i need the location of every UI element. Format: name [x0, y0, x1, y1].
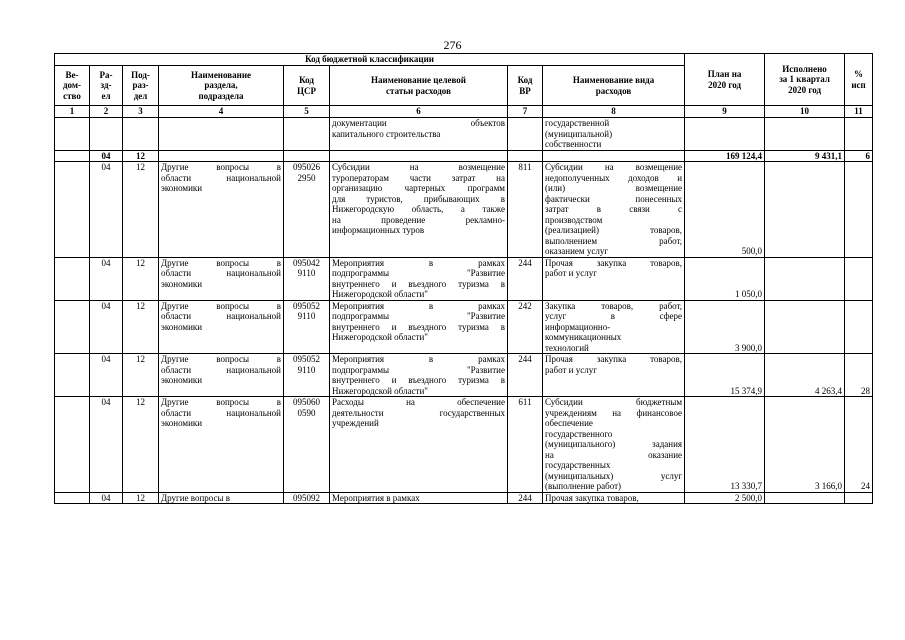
- target-name-cell: [330, 300, 508, 354]
- section-name-cell-line: области национальной: [161, 268, 281, 278]
- vr-name-cell-line: Субсидии на возмещение: [545, 162, 683, 172]
- podrazdel-cell: 12: [123, 257, 159, 300]
- target-name-header: Наименование целевой статьи расходов: [330, 66, 508, 106]
- target-name-cell-line: деятельности государственных: [332, 407, 505, 418]
- csr-cell-line: 2950: [297, 172, 316, 183]
- vedomstvo-cell: [55, 257, 90, 300]
- target-name-cell: [330, 397, 508, 493]
- razdel-cell: 04: [90, 354, 123, 397]
- section-name-cell-line: Другие вопросы в: [161, 492, 231, 503]
- vr-name-cell-line: (реализацией) товаров,: [545, 225, 683, 235]
- target-name-cell-line: для туристов, прибывающих в: [332, 193, 505, 204]
- vr-name-cell-line: Закупка товаров, работ,: [545, 300, 683, 311]
- podrazdel-cell: 12: [123, 397, 159, 493]
- csr-cell-line: 9110: [297, 311, 316, 321]
- vedomstvo-cell: [55, 354, 90, 397]
- column-numbers-row: [55, 106, 873, 118]
- vr-name-cell-line: (муниципального) задания: [545, 439, 683, 449]
- section-name-cell-line: Другие вопросы в: [161, 300, 281, 311]
- vr-name-cell-line: государственного: [545, 428, 613, 439]
- done-cell: [765, 162, 845, 258]
- table-row: [55, 492, 873, 504]
- csr-header: Код ЦСР: [284, 66, 330, 106]
- section-name-cell-line: экономики: [161, 278, 203, 289]
- section-name-header: Наименование раздела, подраздела: [159, 66, 284, 106]
- col-number: 10: [765, 106, 845, 118]
- target-name-cell-line: Расходы на обеспечение: [332, 397, 505, 407]
- vr-name-cell: государственной (муниципальной) собственности: [543, 118, 685, 151]
- plan-cell: 13 330,7: [685, 397, 765, 493]
- vr-name-cell-line: работ и услуг: [545, 364, 597, 375]
- page-number: 276: [443, 38, 462, 52]
- plan-cell: 2 500,0: [685, 492, 765, 504]
- percent-cell: 6: [845, 150, 873, 162]
- section-name-cell: [159, 300, 284, 354]
- podrazdel-cell: 12: [123, 162, 159, 258]
- podrazdel-cell: 12: [123, 354, 159, 397]
- target-name-cell-line: подпрограммы "Развитие: [332, 268, 505, 278]
- vr-name-cell-line: Прочая закупка товаров,: [545, 257, 683, 268]
- percent-cell: 24: [845, 397, 873, 493]
- target-name-cell-line: учреждений: [332, 418, 379, 428]
- csr-cell: [284, 397, 330, 493]
- plan-cell: 169 124,4: [685, 150, 765, 162]
- section-name-cell-line: экономики: [161, 183, 203, 193]
- csr-cell-line: 0590: [297, 407, 316, 418]
- vedomstvo-cell: [55, 300, 90, 354]
- vr-name-cell-line: недополученных доходов и: [545, 172, 683, 183]
- target-name-cell-line: организацию чартерных программ: [332, 183, 505, 193]
- vr-name-cell-line: работ и услуг: [545, 268, 597, 278]
- csr-cell-line: 095052: [293, 354, 320, 364]
- section-name-cell-line: области национальной: [161, 172, 281, 183]
- target-name-cell: [330, 492, 508, 504]
- csr-cell: [284, 354, 330, 397]
- vedomstvo-cell: [55, 397, 90, 493]
- section-name-cell-line: области национальной: [161, 407, 281, 418]
- vedomstvo-cell: [55, 492, 90, 504]
- target-name-cell-line: Мероприятия в рамках: [332, 257, 505, 268]
- vr-name-cell-line: Прочая закупка товаров,: [545, 492, 639, 503]
- csr-cell-line: 095042: [293, 257, 320, 268]
- target-name-cell-line: внутреннего и въездного туризма в: [332, 278, 505, 289]
- percent-cell: 28: [845, 354, 873, 397]
- vr-name-cell-line: информационно-: [545, 321, 611, 332]
- target-name-cell-line: внутреннего и въездного туризма в: [332, 321, 505, 332]
- vr-name-cell-line: учреждениям на финансовое: [545, 407, 683, 418]
- percent-cell: [845, 300, 873, 354]
- percent-header: % исп: [845, 54, 873, 106]
- subtotal-row: [55, 150, 873, 162]
- target-name-cell: документации объектов капитального строительства: [330, 118, 508, 151]
- vr-name-cell-line: фактически понесенных: [545, 193, 683, 204]
- done-cell: [765, 492, 845, 504]
- vr-name-cell-line: коммуникационных: [545, 332, 622, 342]
- target-name-cell-line: подпрограммы "Развитие: [332, 364, 505, 375]
- done-cell: [765, 257, 845, 300]
- vr-name-cell: [543, 300, 685, 354]
- col-number: 7: [508, 106, 543, 118]
- done-header: Исполнено за 1 квартал 2020 год: [765, 54, 845, 106]
- vr-name-cell-line: (выполнение работ): [545, 481, 622, 491]
- target-name-cell-line: туроператорам части затрат на: [332, 172, 505, 183]
- table-row: [55, 354, 873, 397]
- csr-cell: [284, 492, 330, 504]
- target-name-cell: [330, 257, 508, 300]
- csr-cell: [284, 257, 330, 300]
- vr-name-cell: [543, 257, 685, 300]
- target-name-cell: [330, 354, 508, 397]
- col-number: 9: [685, 106, 765, 118]
- vr-name-header: Наименование вида расходов: [543, 66, 685, 106]
- csr-cell-line: 095026: [293, 162, 320, 172]
- done-cell: 9 431,1: [765, 150, 845, 162]
- section-name-cell-line: Другие вопросы в: [161, 354, 281, 364]
- target-name-cell-line: внутреннего и въездного туризма в: [332, 375, 505, 385]
- vr-cell: 242: [508, 300, 543, 354]
- vr-name-cell: [543, 162, 685, 258]
- budget-table: [54, 53, 873, 504]
- col-number: 1: [55, 106, 90, 118]
- section-name-cell: [159, 397, 284, 493]
- target-name-cell: [330, 162, 508, 258]
- section-name-cell-line: Другие вопросы в: [161, 397, 281, 407]
- section-name-cell-line: экономики: [161, 375, 203, 385]
- section-name-cell: [159, 257, 284, 300]
- podrazdel-cell: 12: [123, 492, 159, 504]
- percent-cell: [845, 492, 873, 504]
- vr-name-cell-line: Субсидии бюджетным: [545, 397, 683, 407]
- vr-name-cell-line: обеспечение: [545, 418, 593, 428]
- razdel-cell: 04: [90, 162, 123, 258]
- done-cell: [765, 300, 845, 354]
- vr-name-cell-line: услуг в сфере: [545, 311, 683, 321]
- podrazdel-cell: 12: [123, 300, 159, 354]
- continuation-row: [55, 118, 873, 151]
- vr-cell: 811: [508, 162, 543, 258]
- col-number: 2: [90, 106, 123, 118]
- section-name-cell: [159, 492, 284, 504]
- vr-name-cell-line: на оказание: [545, 449, 683, 460]
- col-number: 11: [845, 106, 873, 118]
- razdel-cell: 04: [90, 397, 123, 493]
- plan-cell: 3 900,0: [685, 300, 765, 354]
- plan-header: План на 2020 год: [685, 54, 765, 106]
- col-number: 3: [123, 106, 159, 118]
- table-row: [55, 257, 873, 300]
- razdel-header: Ра- зд- ел: [90, 66, 123, 106]
- csr-cell-line: 095052: [293, 300, 320, 311]
- razdel-cell: 04: [90, 300, 123, 354]
- vedomstvo-header: Ве- дом- ство: [55, 66, 90, 106]
- vr-name-cell: [543, 397, 685, 493]
- section-name-cell-line: Другие вопросы в: [161, 257, 281, 268]
- target-name-cell-line: информационных туров: [332, 225, 425, 235]
- plan-cell: 1 050,0: [685, 257, 765, 300]
- vr-name-cell: [543, 354, 685, 397]
- vr-cell: 244: [508, 492, 543, 504]
- target-name-cell-line: Мероприятия в рамках: [332, 300, 505, 311]
- vr-name-cell-line: (или) возмещение: [545, 183, 683, 193]
- vr-name-cell-line: (муниципальных) услуг: [545, 470, 683, 481]
- col-number: 8: [543, 106, 685, 118]
- csr-cell-line: 9110: [297, 268, 316, 278]
- target-name-cell-line: на проведение рекламно-: [332, 214, 505, 225]
- vr-cell: 244: [508, 257, 543, 300]
- vr-name-cell: [543, 492, 685, 504]
- podrazdel-cell: 12: [123, 150, 159, 162]
- razdel-cell: 04: [90, 492, 123, 504]
- target-name-cell-line: Нижегородской области": [332, 332, 428, 342]
- vr-name-cell-line: выполнением работ,: [545, 235, 683, 246]
- vr-name-cell-line: затрат в связи с: [545, 204, 683, 214]
- vedomstvo-cell: [55, 162, 90, 258]
- section-name-cell-line: экономики: [161, 418, 203, 428]
- table-row: [55, 162, 873, 258]
- plan-cell: 500,0: [685, 162, 765, 258]
- vr-header: Код ВР: [508, 66, 543, 106]
- vr-cell: 244: [508, 354, 543, 397]
- csr-cell-line: 9110: [297, 364, 316, 375]
- section-name-cell-line: области национальной: [161, 364, 281, 375]
- percent-cell: [845, 257, 873, 300]
- vr-name-cell-line: Прочая закупка товаров,: [545, 354, 683, 364]
- section-name-cell-line: области национальной: [161, 311, 281, 321]
- plan-cell: 15 374,9: [685, 354, 765, 397]
- vr-cell: 611: [508, 397, 543, 493]
- col-number: 6: [330, 106, 508, 118]
- csr-cell-line: 095092: [293, 492, 320, 503]
- vr-name-cell-line: оказанием услуг: [545, 246, 609, 256]
- table-row: [55, 300, 873, 354]
- razdel-cell: 04: [90, 257, 123, 300]
- section-name-cell-line: Другие вопросы в: [161, 162, 281, 172]
- target-name-cell-line: Мероприятия в рамках: [332, 354, 505, 364]
- col-number: 5: [284, 106, 330, 118]
- target-name-cell-line: Нижегородской области": [332, 385, 428, 396]
- target-name-cell-line: подпрограммы "Развитие: [332, 311, 505, 321]
- vr-name-cell-line: технологий: [545, 342, 589, 353]
- target-name-cell-line: Нижегородской области": [332, 289, 428, 299]
- section-name-cell: [159, 354, 284, 397]
- csr-cell: [284, 300, 330, 354]
- percent-cell: [845, 162, 873, 258]
- razdel-cell: 04: [90, 150, 123, 162]
- target-name-cell-line: Субсидии на возмещение: [332, 162, 505, 172]
- vr-name-cell-line: производством: [545, 214, 603, 225]
- table-row: [55, 397, 873, 493]
- vr-name-cell-line: государственных: [545, 460, 611, 470]
- done-cell: 3 166,0: [765, 397, 845, 493]
- section-name-cell-line: экономики: [161, 321, 203, 332]
- target-name-cell-line: Мероприятия в рамках: [332, 492, 420, 503]
- budget-classification-header: Код бюджетной классификации: [55, 54, 685, 66]
- csr-cell-line: 095060: [293, 397, 320, 407]
- done-cell: 4 263,4: [765, 354, 845, 397]
- podrazdel-header: Под- раз- дел: [123, 66, 159, 106]
- section-name-cell: [159, 162, 284, 258]
- target-name-cell-line: Нижегородскую область, а также: [332, 204, 505, 214]
- col-number: 4: [159, 106, 284, 118]
- csr-cell: [284, 162, 330, 258]
